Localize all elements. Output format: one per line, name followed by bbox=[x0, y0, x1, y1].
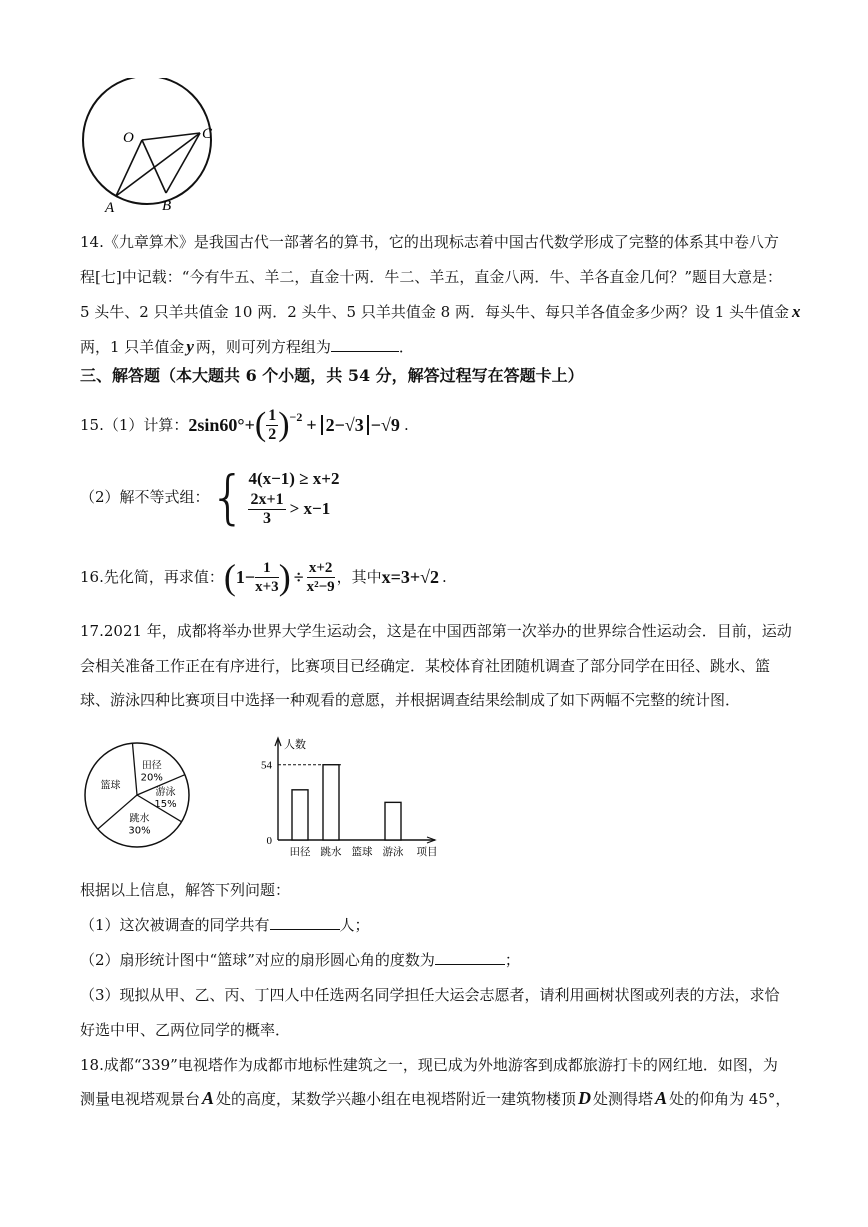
x-axis-label: 项目 bbox=[416, 846, 438, 858]
label-a: A bbox=[105, 200, 115, 216]
q17-sub3-line2: 好选中甲、乙两位同学的概率． bbox=[80, 1021, 291, 1039]
q15-ineq2-frac bbox=[248, 491, 285, 528]
q17-sub1-text: （1）这次被调查的同学共有 bbox=[80, 916, 270, 934]
y-axis-label: 人数 bbox=[284, 738, 306, 751]
q16-cond: x=3+√2 bbox=[381, 567, 440, 587]
q15-system bbox=[248, 467, 339, 528]
q15-ineq2 bbox=[248, 491, 339, 528]
q18-line2-a: 测量电视塔观景台 bbox=[80, 1090, 201, 1108]
q17-line2: 会相关准备工作正在有序进行，比赛项目已经确定．某校体育社团随机调查了部分同学在田径、跳水、篮 bbox=[80, 657, 771, 675]
q15-exponent: −2 bbox=[289, 409, 303, 424]
bar-chart bbox=[250, 730, 450, 862]
pie-slice-label: 30% bbox=[128, 825, 151, 837]
var-a-2: A bbox=[655, 1088, 668, 1108]
q15-expr-c: −√9 bbox=[370, 415, 400, 435]
q15-paren-left: ( bbox=[254, 406, 267, 443]
q16-frac1 bbox=[255, 559, 279, 596]
q15-part1 bbox=[80, 400, 409, 450]
q17-sub1-end: 人； bbox=[339, 916, 370, 934]
q14-answer-blank[interactable] bbox=[331, 337, 399, 352]
q15-abs-content: 2−√3 bbox=[325, 415, 364, 435]
pie-slice-label: 游泳 bbox=[155, 786, 176, 798]
q17-line3: 球、游泳四种比赛项目中选择一种观看的意愿，并根据调查结果绘制成了如下两幅不完整的统计图． bbox=[80, 691, 741, 709]
q16-mid: ，其中 bbox=[336, 568, 382, 586]
q18-line2-c: 处测得塔 bbox=[593, 1090, 654, 1108]
q18-line2-d: 处的仰角为 45°， bbox=[669, 1090, 791, 1108]
q14-line4-text-b: 两，则可列方程组为 bbox=[195, 338, 331, 356]
bar bbox=[292, 790, 308, 840]
bar bbox=[323, 765, 339, 840]
q18-line2 bbox=[80, 1088, 790, 1109]
q15-frac-den: 2 bbox=[268, 425, 277, 443]
q18-line2-b: 处的高度，某数学兴趣小组在电视塔附近一建筑物楼顶 bbox=[216, 1090, 577, 1108]
y-tick-label: 0 bbox=[266, 835, 272, 847]
q15-ineq1: 4(x−1) ≥ x+2 bbox=[248, 468, 340, 488]
x-tick-label: 游泳 bbox=[382, 846, 404, 858]
var-a: A bbox=[202, 1088, 215, 1108]
q16-paren-left: ( bbox=[223, 557, 236, 597]
q15-frac-num: 1 bbox=[268, 406, 277, 424]
label-c: C bbox=[202, 126, 213, 142]
pie-slice-label: 跳水 bbox=[129, 813, 150, 825]
var-x: x bbox=[792, 302, 801, 321]
q17-sub2-end: ； bbox=[504, 951, 520, 969]
var-d: D bbox=[578, 1088, 592, 1108]
pie-slice-label: 篮球 bbox=[100, 780, 121, 792]
q16-frac2 bbox=[307, 559, 335, 596]
q16-label: 16.先化简，再求值： bbox=[80, 568, 224, 586]
q17-sub1 bbox=[80, 915, 370, 935]
q15-part2-label: （2）解不等式组： bbox=[80, 488, 210, 506]
var-y: y bbox=[186, 337, 194, 356]
q16 bbox=[80, 552, 447, 602]
q15-end: . bbox=[403, 416, 409, 434]
q14-line3 bbox=[80, 302, 801, 322]
q17-line1: 17.2021 年，成都将举办世界大学生运动会，这是在中国西部第一次举办的世界综合性运动会．目前，运动 bbox=[80, 622, 792, 640]
q15-part1-label: 15.（1）计算： bbox=[80, 416, 189, 434]
pie-slice-label: 田径 bbox=[141, 760, 162, 772]
q16-frac2-den: x²−9 bbox=[306, 578, 335, 595]
label-b: B bbox=[162, 198, 172, 214]
q16-frac1-den: x+3 bbox=[255, 578, 279, 595]
y-tick-label: 54 bbox=[261, 759, 272, 772]
pie-slice-label: 15% bbox=[154, 798, 177, 810]
q14-line4 bbox=[80, 337, 414, 357]
q15-part2 bbox=[80, 462, 339, 532]
label-o: O bbox=[123, 130, 134, 146]
q17-sub3-line1: （3）现拟从甲、乙、丙、丁四人中任选两名同学担任大运会志愿者，请利用画树状图或列表的方法，求恰 bbox=[80, 986, 780, 1004]
q14-line4-end: ． bbox=[398, 338, 414, 356]
q14-line3-text: 5 头牛、2 只羊共值金 10 两．2 头牛、5 只羊共值金 8 两．每头牛、每只羊各值金多少两？设 1 头牛值金 bbox=[80, 303, 790, 321]
q15-expr-a: 2sin60°+ bbox=[188, 415, 255, 435]
q17-sub2-blank[interactable] bbox=[435, 950, 505, 965]
pie-slice-label: 20% bbox=[140, 772, 163, 784]
q15-paren-frac bbox=[255, 407, 303, 444]
q15-ineq2-num: 2x+1 bbox=[250, 490, 284, 508]
section3-heading: 三、解答题（本大题共 6 个小题，共 54 分，解答过程写在答题卡上） bbox=[80, 366, 584, 385]
q17-sub1-blank[interactable] bbox=[270, 915, 340, 930]
x-tick-label: 篮球 bbox=[351, 846, 373, 858]
q15-ineq2-rest: > x−1 bbox=[289, 499, 331, 518]
q14-line1: 14.《九章算术》是我国古代一部著名的算书，它的出现标志着中国古代数学形成了完整的体系其中卷八方 bbox=[80, 233, 779, 251]
circle bbox=[83, 78, 211, 204]
q15-frac bbox=[266, 407, 278, 444]
q17-sub2-text: （2）扇形统计图中“篮球”对应的扇形圆心角的度数为 bbox=[80, 951, 435, 969]
q17-sub2 bbox=[80, 950, 520, 970]
q15-ineq2-den: 3 bbox=[263, 509, 272, 527]
q16-end: . bbox=[442, 568, 447, 586]
q14-line4-text-a: 两，1 只羊值金 bbox=[80, 338, 185, 356]
pie-chart bbox=[78, 740, 196, 850]
x-tick-label: 跳水 bbox=[320, 846, 342, 858]
pie-slice-edge bbox=[132, 743, 137, 795]
q17-after: 根据以上信息，解答下列问题： bbox=[80, 881, 291, 899]
segment-bc bbox=[166, 133, 200, 193]
bar bbox=[385, 802, 401, 840]
segment-oa bbox=[116, 140, 142, 196]
q16-frac1-num: 1 bbox=[255, 559, 279, 578]
q15-brace: { bbox=[209, 463, 247, 531]
q16-divide: ÷ bbox=[293, 567, 304, 587]
q15-abs bbox=[321, 415, 369, 435]
q16-one: 1− bbox=[235, 567, 256, 587]
q16-frac2-num: x+2 bbox=[307, 559, 335, 578]
q15-expr-b: + bbox=[306, 415, 317, 435]
x-tick-label: 田径 bbox=[289, 846, 311, 858]
q14-line2: 程[七]中记载：“今有牛五、羊二，直金十两．牛二、羊五，直金八两．牛、羊各直金几何？”题目大意是： bbox=[80, 268, 783, 286]
q15-paren-right: ) bbox=[278, 406, 290, 443]
q18-line1: 18.成都“339”电视塔作为成都市地标性建筑之一，现已成为外地游客到成都旅游打卡的网红地．如图，为 bbox=[80, 1056, 778, 1074]
q16-paren-right: ) bbox=[278, 557, 291, 597]
circle-figure bbox=[72, 78, 232, 218]
